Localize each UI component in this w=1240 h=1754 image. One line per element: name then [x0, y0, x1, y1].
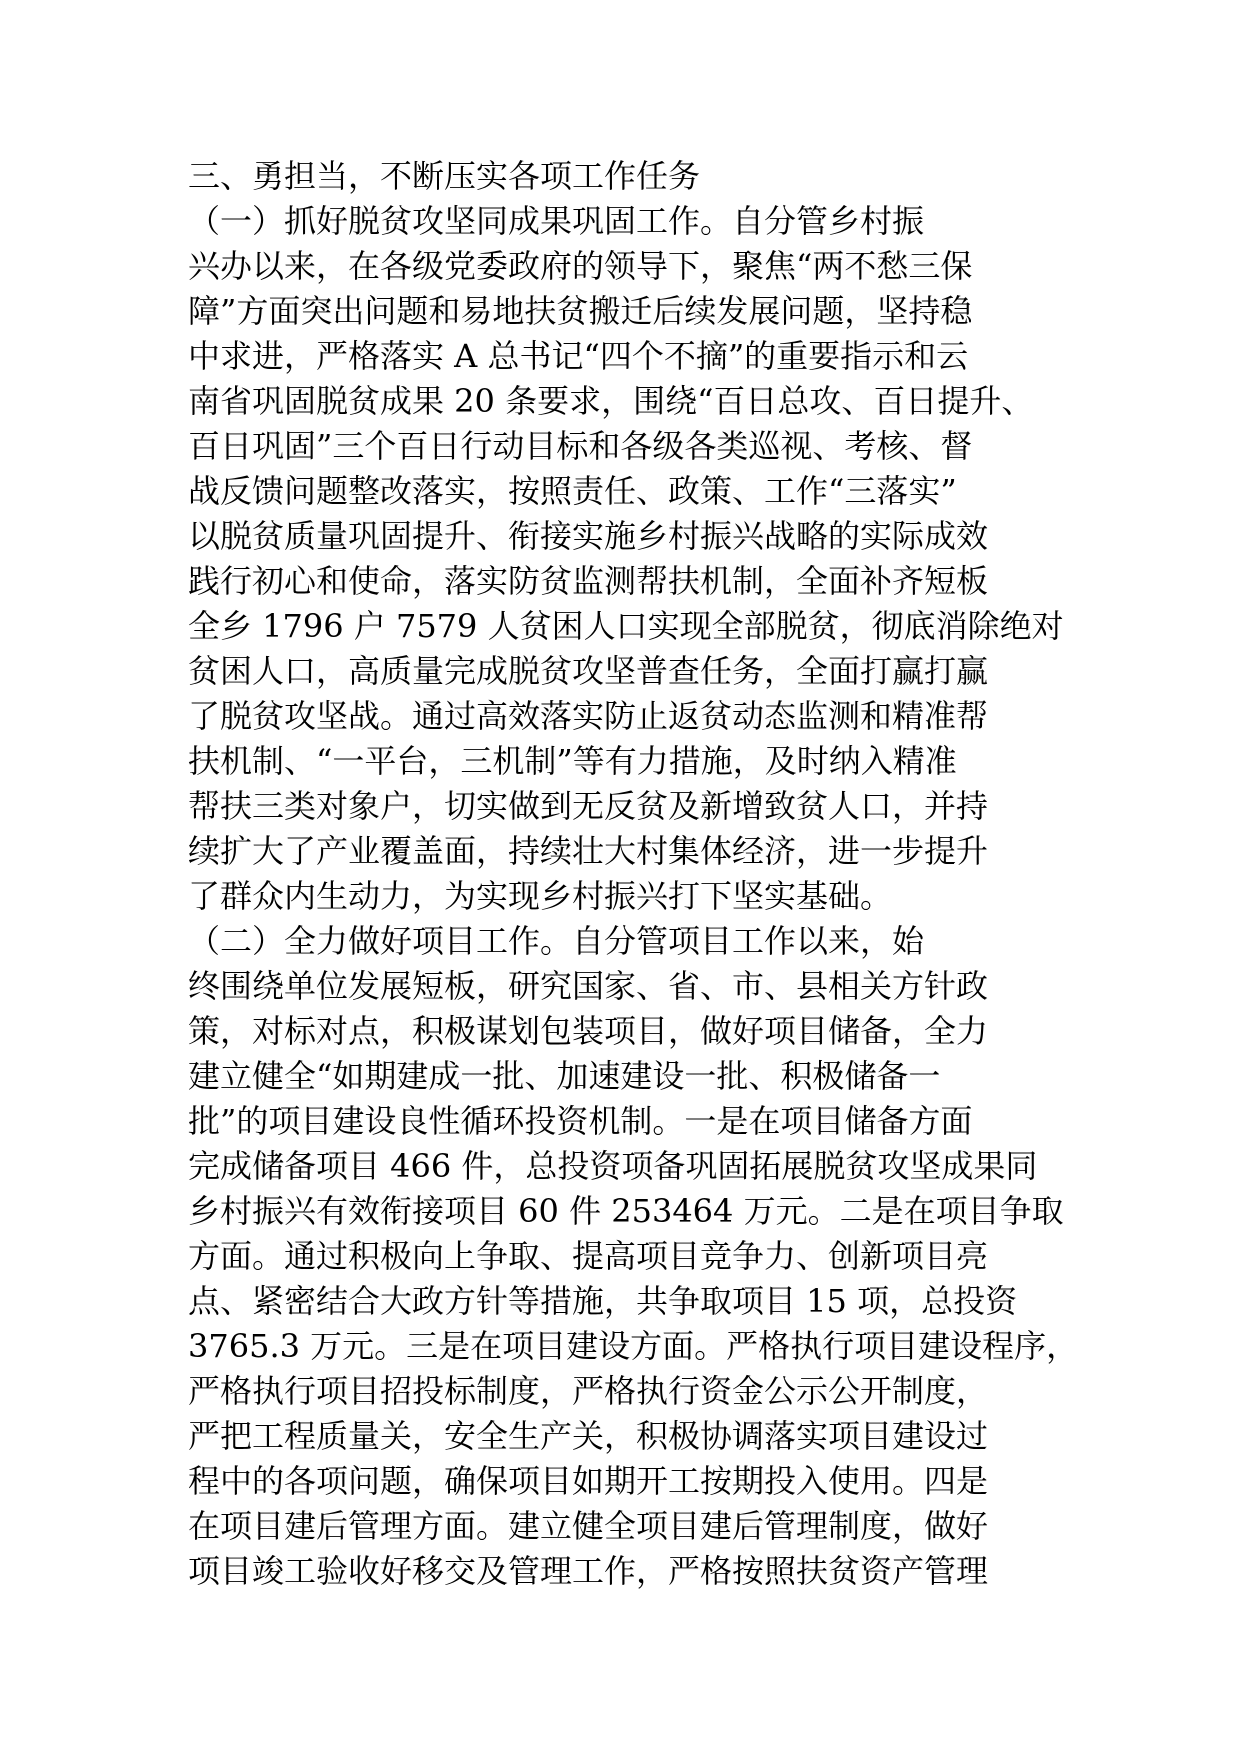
text-line-12: 贫困人口，高质量完成脱贫攻坚普查任务，全面打赢打赢: [188, 652, 989, 690]
text-line-1: 三、勇担当，不断压实各项工作任务: [188, 157, 701, 195]
text-line-11: 全乡 1796 户 7579 人贫困人口实现全部脱贫，彻底消除绝对: [188, 607, 1064, 645]
text-line-7: 百日巩固”三个百日行动目标和各级各类巡视、考核、督: [188, 427, 973, 465]
text-line-24: 乡村振兴有效衔接项目 60 件 253464 万元。二是在项目争取: [188, 1192, 1064, 1230]
text-line-3: 兴办以来，在各级党委政府的领导下，聚焦“两不愁三保: [188, 247, 973, 285]
text-line-6: 南省巩固脱贫成果 20 条要求，围绕“百日总攻、百日提升、: [188, 382, 1034, 420]
text-line-32: 项目竣工验收好移交及管理工作，严格按照扶贫资产管理: [188, 1552, 989, 1590]
text-line-13: 了脱贫攻坚战。通过高效落实防止返贫动态监测和精准帮: [188, 697, 989, 735]
document-body: [188, 154, 1088, 1594]
text-line-10: 践行初心和使命，落实防贫监测帮扶机制，全面补齐短板: [188, 562, 989, 600]
text-line-25: 方面。通过积极向上争取、提高项目竞争力、创新项目亮: [188, 1237, 989, 1275]
text-line-28: 严格执行项目招投标制度，严格执行资金公示公开制度，: [188, 1372, 989, 1410]
text-line-20: 策，对标对点，积极谋划包装项目，做好项目储备，全力: [188, 1012, 989, 1050]
text-line-5: 中求进，严格落实 A 总书记“四个不摘”的重要指示和云: [188, 337, 969, 375]
text-line-22: 批”的项目建设良性循环投资机制。一是在项目储备方面: [188, 1102, 973, 1140]
text-line-21: 建立健全“如期建成一批、加速建设一批、积极储备一: [188, 1057, 941, 1095]
text-line-16: 续扩大了产业覆盖面，持续壮大村集体经济，进一步提升: [188, 832, 989, 870]
text-line-19: 终围绕单位发展短板，研究国家、省、市、县相关方针政: [188, 967, 989, 1005]
text-line-26: 点、紧密结合大政方针等措施，共争取项目 15 项，总投资: [188, 1282, 1018, 1320]
text-line-29: 严把工程质量关，安全生产关，积极协调落实项目建设过: [188, 1417, 989, 1455]
text-line-17: 了群众内生动力，为实现乡村振兴打下坚实基础。: [188, 877, 893, 915]
text-line-9: 以脱贫质量巩固提升、衔接实施乡村振兴战略的实际成效: [188, 517, 989, 555]
text-line-31: 在项目建后管理方面。建立健全项目建后管理制度，做好: [188, 1507, 989, 1545]
text-line-14: 扶机制、“一平台，三机制”等有力措施，及时纳入精准: [188, 742, 957, 780]
text-line-8: 战反馈问题整改落实，按照责任、政策、工作“三落实”: [188, 472, 957, 510]
text-line-4: 障”方面突出问题和易地扶贫搬迁后续发展问题，坚持稳: [188, 292, 973, 330]
text-line-23: 完成储备项目 466 件，总投资项备巩固拓展脱贫攻坚成果同: [188, 1147, 1038, 1185]
text-line-30: 程中的各项问题，确保项目如期开工按期投入使用。四是: [188, 1462, 989, 1500]
text-line-27: 3765.3 万元。三是在项目建设方面。严格执行项目建设程序，: [188, 1327, 1079, 1365]
text-line-15: 帮扶三类对象户，切实做到无反贫及新增致贫人口，并持: [188, 787, 989, 825]
text-line-2: （一）抓好脱贫攻坚同成果巩固工作。自分管乡村振: [188, 202, 925, 240]
text-line-18: （二）全力做好项目工作。自分管项目工作以来，始: [188, 922, 925, 960]
